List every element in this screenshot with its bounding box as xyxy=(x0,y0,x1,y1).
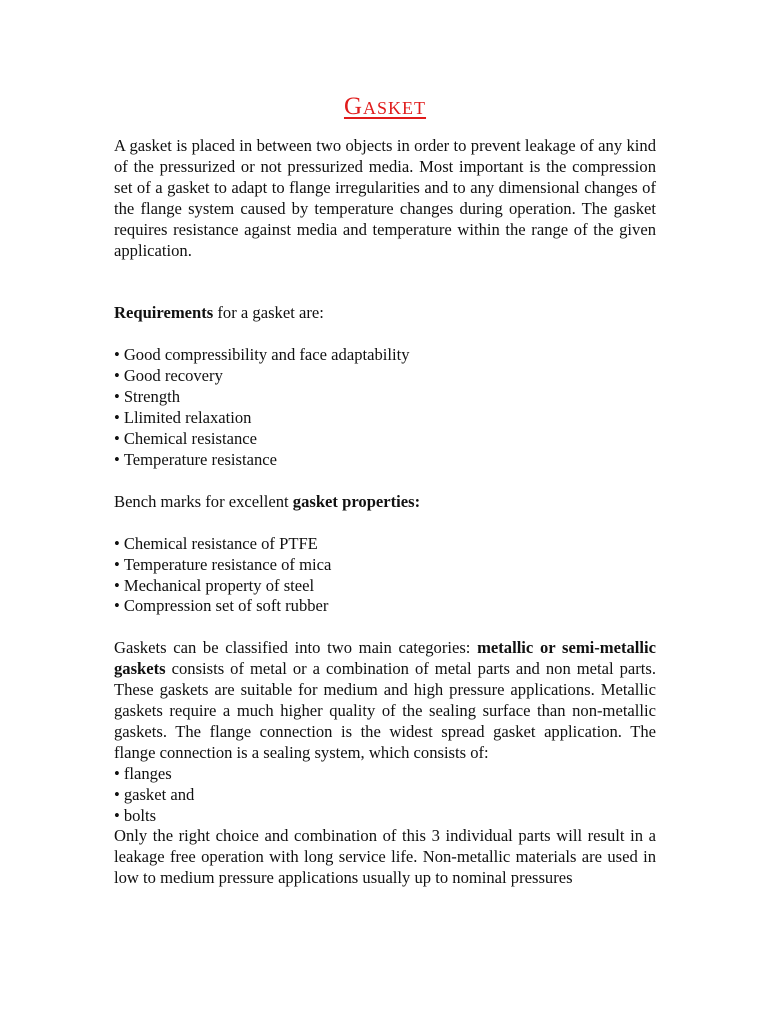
bullet-icon: • xyxy=(114,345,120,365)
list-item xyxy=(114,785,656,806)
classification-text: consists of metal or a combination of metal parts and non metal parts. These gaskets are suitable for medium and high pressure applications. Metallic gaskets require a much higher quality of the sealing surface than non-metallic gaskets. The flange connection is the widest spread gasket application. The flange connection is a sealing system, which consists of: xyxy=(114,659,656,762)
bullet-icon: • xyxy=(114,366,120,386)
bullet-icon: • xyxy=(114,554,120,574)
flange-parts-list xyxy=(114,764,656,827)
list-item-text: flanges xyxy=(123,763,172,783)
bullet-icon: • xyxy=(114,575,120,595)
bullet-icon: • xyxy=(114,428,120,448)
bullet-icon: • xyxy=(114,449,120,469)
requirements-list xyxy=(114,345,656,470)
benchmarks-heading-text: Bench marks for excellent xyxy=(114,491,293,511)
list-item-text: Temperature resistance of mica xyxy=(123,554,332,574)
list-item xyxy=(114,345,656,366)
bullet-icon: • xyxy=(114,596,120,616)
list-item xyxy=(114,408,656,429)
list-item xyxy=(114,576,656,597)
requirements-heading-bold: Requirements xyxy=(114,303,214,323)
intro-paragraph: A gasket is placed in between two objects in order to prevent leakage of any kind of the pressurized or not pressurized media. Most important is the compression set of a gasket to adapt to flange irregularities and to any dimensional changes of the flange system caused by temperature changes during operation. The gasket requires resistance against media and temperature within the range of the given application. xyxy=(114,136,656,260)
list-item xyxy=(114,596,656,617)
classification-paragraph xyxy=(114,638,656,763)
list-item-text: Mechanical property of steel xyxy=(123,575,315,595)
spacer xyxy=(114,324,656,345)
list-item xyxy=(114,387,656,408)
spacer xyxy=(114,513,656,534)
bullet-icon: • xyxy=(114,408,120,428)
page-title: Gasket xyxy=(343,93,427,120)
spacer xyxy=(114,261,656,303)
list-item xyxy=(114,764,656,785)
list-item-text: gasket and xyxy=(123,784,195,804)
list-item-text: Chemical resistance of PTFE xyxy=(123,533,318,553)
benchmarks-list xyxy=(114,534,656,618)
list-item-text: bolts xyxy=(123,805,157,825)
list-item-text: Temperature resistance xyxy=(123,449,277,469)
spacer xyxy=(114,617,656,638)
bullet-icon: • xyxy=(114,533,120,553)
list-item xyxy=(114,429,656,450)
list-item-text: Llimited relaxation xyxy=(123,408,252,428)
list-item-text: Good compressibility and face adaptability xyxy=(123,345,410,365)
spacer xyxy=(114,471,656,492)
bullet-icon: • xyxy=(114,805,120,825)
list-item xyxy=(114,806,656,827)
document-page xyxy=(114,92,656,889)
requirements-heading xyxy=(114,303,656,324)
benchmarks-heading-bold: gasket properties: xyxy=(292,491,421,511)
benchmarks-heading xyxy=(114,492,656,513)
bullet-icon: • xyxy=(114,763,120,783)
closing-paragraph: Only the right choice and combination of this 3 individual parts will result in a leakage free operation with long service life. Non-metallic materials are used in low to medium pressure applications usually up to nominal pressures xyxy=(114,826,656,888)
classification-bold: metallic or semi-metallic gaskets xyxy=(114,638,656,679)
list-item xyxy=(114,366,656,387)
requirements-heading-text: for a gasket are: xyxy=(213,303,324,323)
list-item xyxy=(114,450,656,471)
list-item-text: Chemical resistance xyxy=(123,428,257,448)
list-item-text: Good recovery xyxy=(123,366,223,386)
list-item-text: Strength xyxy=(123,387,181,407)
bullet-icon: • xyxy=(114,387,120,407)
list-item-text: Compression set of soft rubber xyxy=(123,596,329,616)
list-item xyxy=(114,534,656,555)
classification-lead: Gaskets can be classified into two main categories: xyxy=(114,638,478,658)
list-item xyxy=(114,555,656,576)
bullet-icon: • xyxy=(114,784,120,804)
